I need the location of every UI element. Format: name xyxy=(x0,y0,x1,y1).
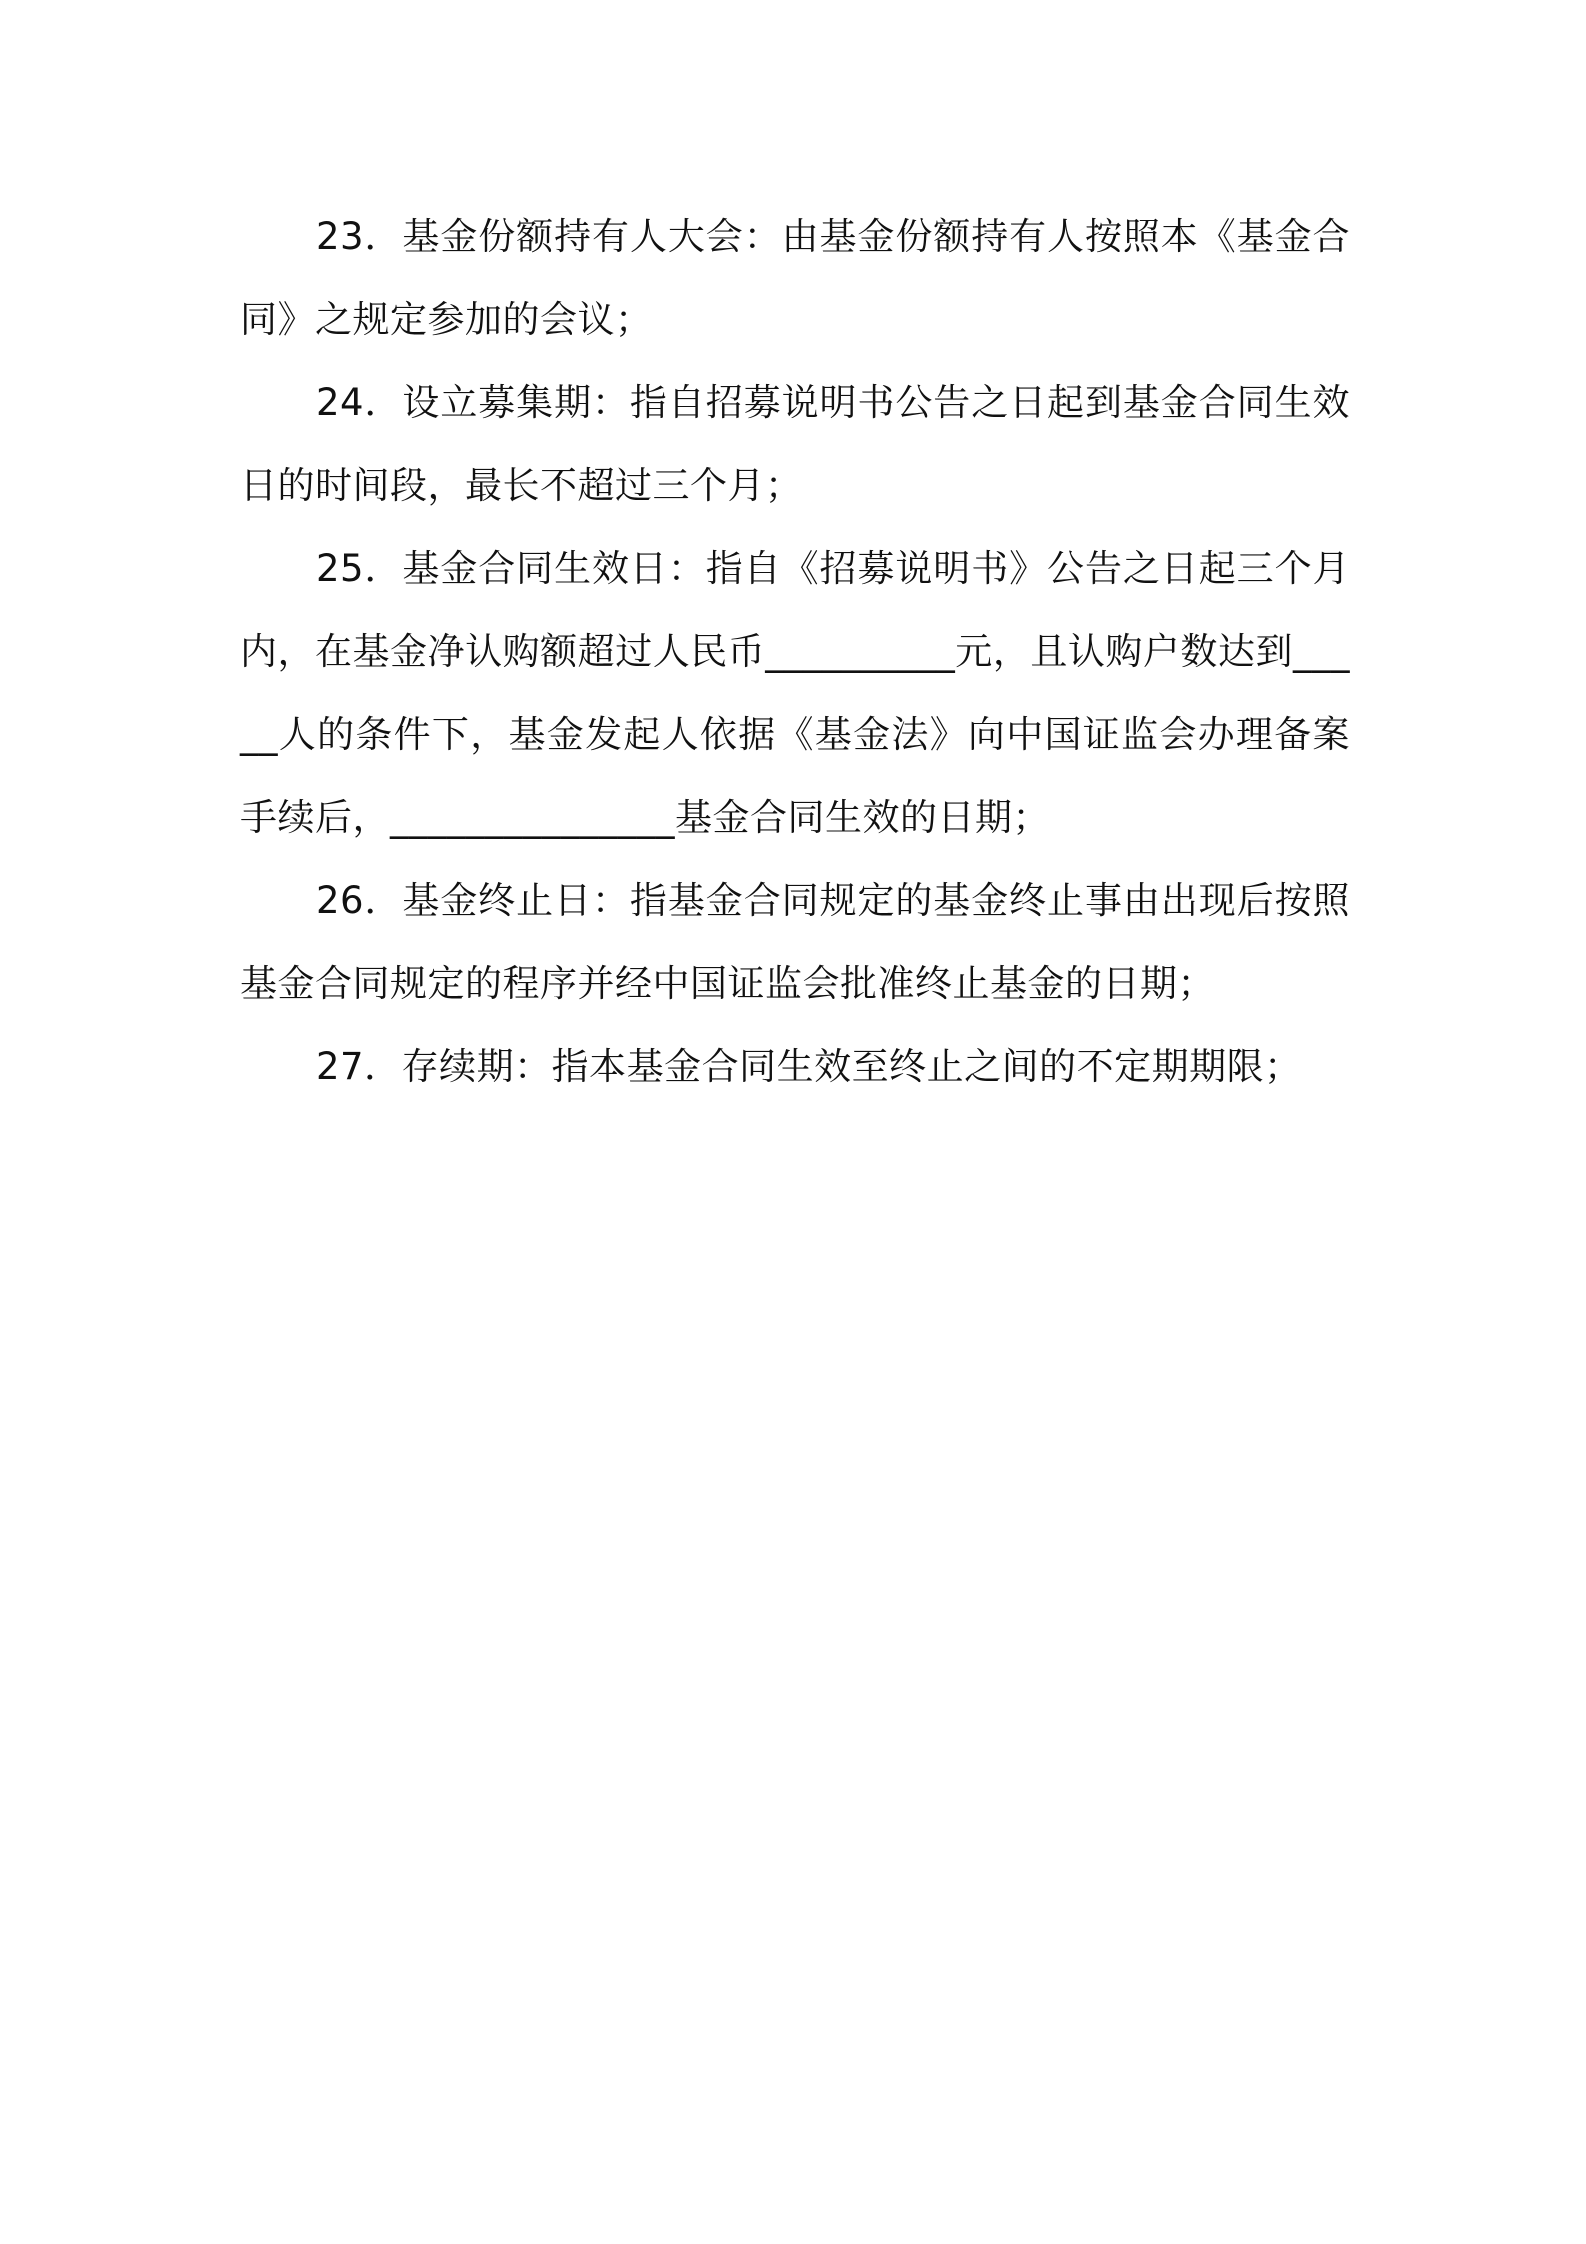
clause-25: 25．基金合同生效日：指自《招募说明书》公告之日起三个月内，在基金净认购额超过人民币__________元，且认购户数达到_____人的条件下，基金发起人依据《基金法》向中国证监会办理备案手续后，_______________基金合同生效的日期； xyxy=(240,547,1350,839)
clause-27: 27．存续期：指本基金合同生效至终止之间的不定期期限； xyxy=(316,1045,1302,1088)
clause-23: 23．基金份额持有人大会：由基金份额持有人按照本《基金合同》之规定参加的会议； xyxy=(240,215,1350,341)
clause-24: 24．设立募集期：指自招募说明书公告之日起到基金合同生效日的时间段，最长不超过三个月； xyxy=(240,381,1350,507)
clause-26: 26．基金终止日：指基金合同规定的基金终止事由出现后按照基金合同规定的程序并经中国证监会批准终止基金的日期； xyxy=(240,879,1350,1005)
document-body xyxy=(240,195,1350,1108)
